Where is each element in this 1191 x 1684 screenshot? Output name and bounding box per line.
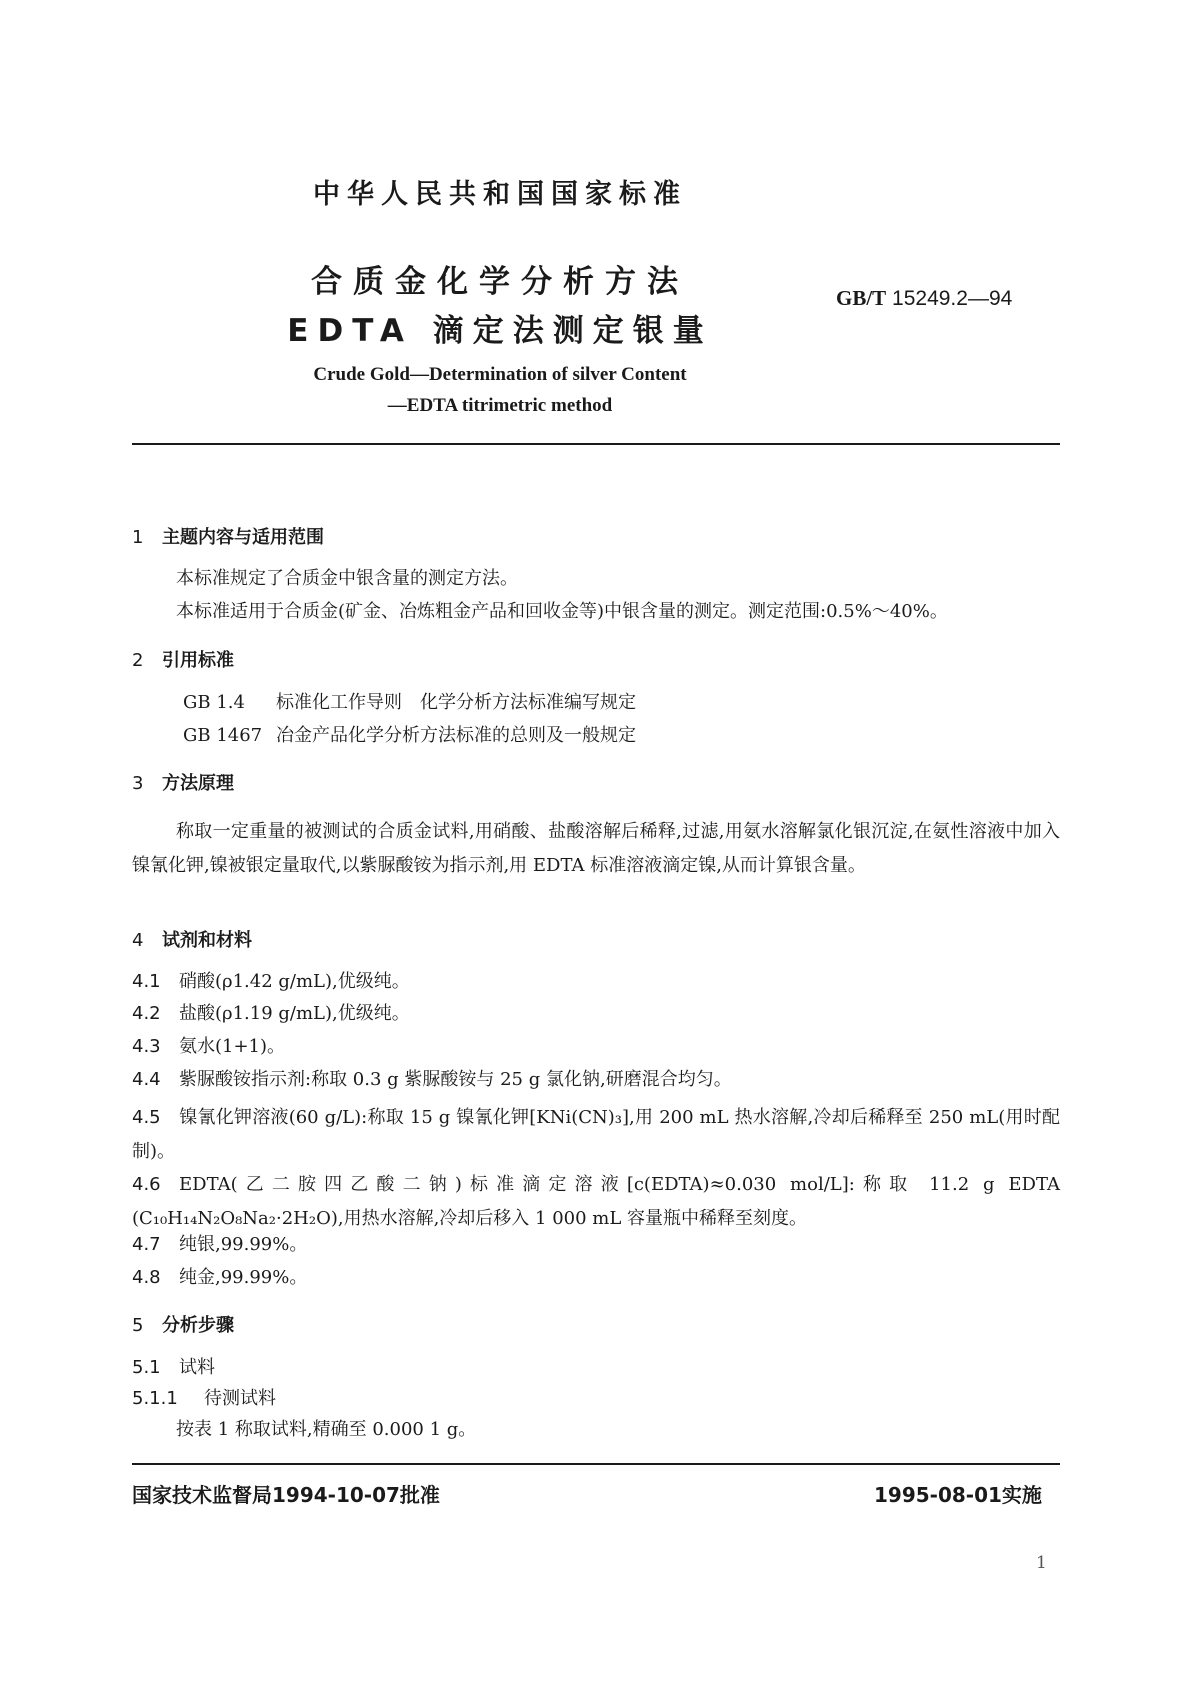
item-text: 镍氰化钾溶液(60 g/L):称取 15 g 镍氰化钾[KNi(CN)₃],用 200 mL 热水溶解,冷却后稀释至 250 mL(用时配制)。 bbox=[132, 1107, 1060, 1162]
national-standard-heading: 中华人民共和国国家标准 bbox=[313, 179, 687, 210]
reference-code: GB 1467 bbox=[183, 725, 263, 746]
item-number: 5.1 bbox=[132, 1357, 161, 1378]
implementation-date: 1995-08-01实施 bbox=[874, 1483, 1042, 1507]
item-number: 4.8 bbox=[132, 1267, 161, 1288]
reference-text: 标准化工作导则 化学分析方法标准编写规定 bbox=[276, 692, 636, 713]
header-divider bbox=[132, 443, 1060, 445]
title-cn-line2: EDTA 滴定法测定银量 bbox=[287, 313, 713, 349]
item-text: 待测试料 bbox=[204, 1388, 276, 1409]
reagent-item bbox=[132, 1267, 307, 1289]
subsection-5-1 bbox=[132, 1357, 215, 1379]
reagent-item bbox=[132, 1036, 285, 1058]
section-title: 主题内容与适用范围 bbox=[162, 527, 324, 548]
section-title: 分析步骤 bbox=[162, 1315, 234, 1336]
title-en-line1: Crude Gold—Determination of silver Content bbox=[313, 364, 687, 385]
item-number: 4.1 bbox=[132, 971, 161, 992]
section-number: 4 bbox=[132, 930, 144, 951]
item-text: 试料 bbox=[179, 1357, 215, 1378]
standard-number bbox=[836, 286, 1012, 311]
item-number: 4.6 bbox=[132, 1174, 161, 1195]
reagent-item bbox=[132, 971, 410, 993]
subsection-5-1-1 bbox=[132, 1388, 276, 1410]
reagent-item bbox=[132, 1069, 732, 1091]
approval-line: 国家技术监督局1994-10-07批准 bbox=[132, 1483, 440, 1507]
section-number: 3 bbox=[132, 773, 144, 794]
item-number: 4.7 bbox=[132, 1234, 161, 1255]
section-1-paragraph-2: 本标准适用于合质金(矿金、冶炼粗金产品和回收金等)中银含量的测定。测定范围:0.5%～40%。 bbox=[176, 601, 948, 622]
item-text: 紫脲酸铵指示剂:称取 0.3 g 紫脲酸铵与 25 g 氯化钠,研磨混合均匀。 bbox=[179, 1069, 732, 1090]
section-title: 试剂和材料 bbox=[162, 930, 252, 951]
item-number: 4.3 bbox=[132, 1036, 161, 1057]
section-3-paragraph: 称取一定重量的被测试的合质金试料,用硝酸、盐酸溶解后稀释,过滤,用氨水溶解氯化银沉淀,在氨性溶液中加入镍氰化钾,镍被银定量取代,以紫脲酸铵为指示剂,用 EDTA 标准溶液滴定镍,从而计算银含量。 bbox=[132, 821, 1060, 876]
item-number: 4.5 bbox=[132, 1107, 161, 1128]
footer-divider bbox=[132, 1463, 1060, 1465]
section-number: 5 bbox=[132, 1315, 144, 1336]
standard-code: 15249.2—94 bbox=[892, 287, 1013, 310]
item-text: 氨水(1+1)。 bbox=[179, 1036, 286, 1057]
standard-prefix: GB/T bbox=[836, 286, 887, 310]
section-1-paragraph-1: 本标准规定了合质金中银含量的测定方法。 bbox=[176, 568, 518, 589]
page-number: 1 bbox=[1036, 1553, 1047, 1573]
reference-code: GB 1.4 bbox=[183, 692, 245, 713]
reagent-item bbox=[132, 1234, 307, 1256]
section-2-heading bbox=[132, 646, 234, 672]
title-cn-line1: 合质金化学分析方法 bbox=[311, 264, 689, 300]
item-text: 纯银,99.99%。 bbox=[179, 1234, 308, 1255]
item-number: 5.1.1 bbox=[132, 1388, 178, 1409]
item-text: 纯金,99.99%。 bbox=[179, 1267, 308, 1288]
reference-item bbox=[183, 725, 636, 747]
item-text: EDTA(乙二胺四乙酸二钠)标准滴定溶液[c(EDTA)≈0.030 mol/L]:称取 11.2 g EDTA (C₁₀H₁₄N₂O₈Na₂·2H₂O),用热水溶解,冷却后移入 1 000 mL 容量瓶中稀释至刻度。 bbox=[132, 1174, 1060, 1229]
section-number: 1 bbox=[132, 527, 144, 548]
reagent-item bbox=[132, 1101, 1060, 1169]
reference-item bbox=[183, 692, 636, 714]
section-5-paragraph: 按表 1 称取试料,精确至 0.000 1 g。 bbox=[176, 1419, 477, 1440]
item-number: 4.2 bbox=[132, 1003, 161, 1024]
title-en-line2: —EDTA titrimetric method bbox=[387, 395, 613, 416]
reagent-item bbox=[132, 1003, 410, 1025]
section-title: 引用标准 bbox=[162, 650, 234, 671]
section-4-heading bbox=[132, 926, 252, 952]
reagent-item bbox=[132, 1168, 1060, 1236]
item-text: 盐酸(ρ1.19 g/mL),优级纯。 bbox=[179, 1003, 410, 1024]
item-text: 硝酸(ρ1.42 g/mL),优级纯。 bbox=[179, 971, 410, 992]
section-title: 方法原理 bbox=[162, 773, 234, 794]
reference-text: 冶金产品化学分析方法标准的总则及一般规定 bbox=[276, 725, 636, 746]
section-1-heading bbox=[132, 523, 324, 549]
item-number: 4.4 bbox=[132, 1069, 161, 1090]
section-number: 2 bbox=[132, 650, 144, 671]
section-3-heading bbox=[132, 769, 234, 795]
section-5-heading bbox=[132, 1311, 234, 1337]
